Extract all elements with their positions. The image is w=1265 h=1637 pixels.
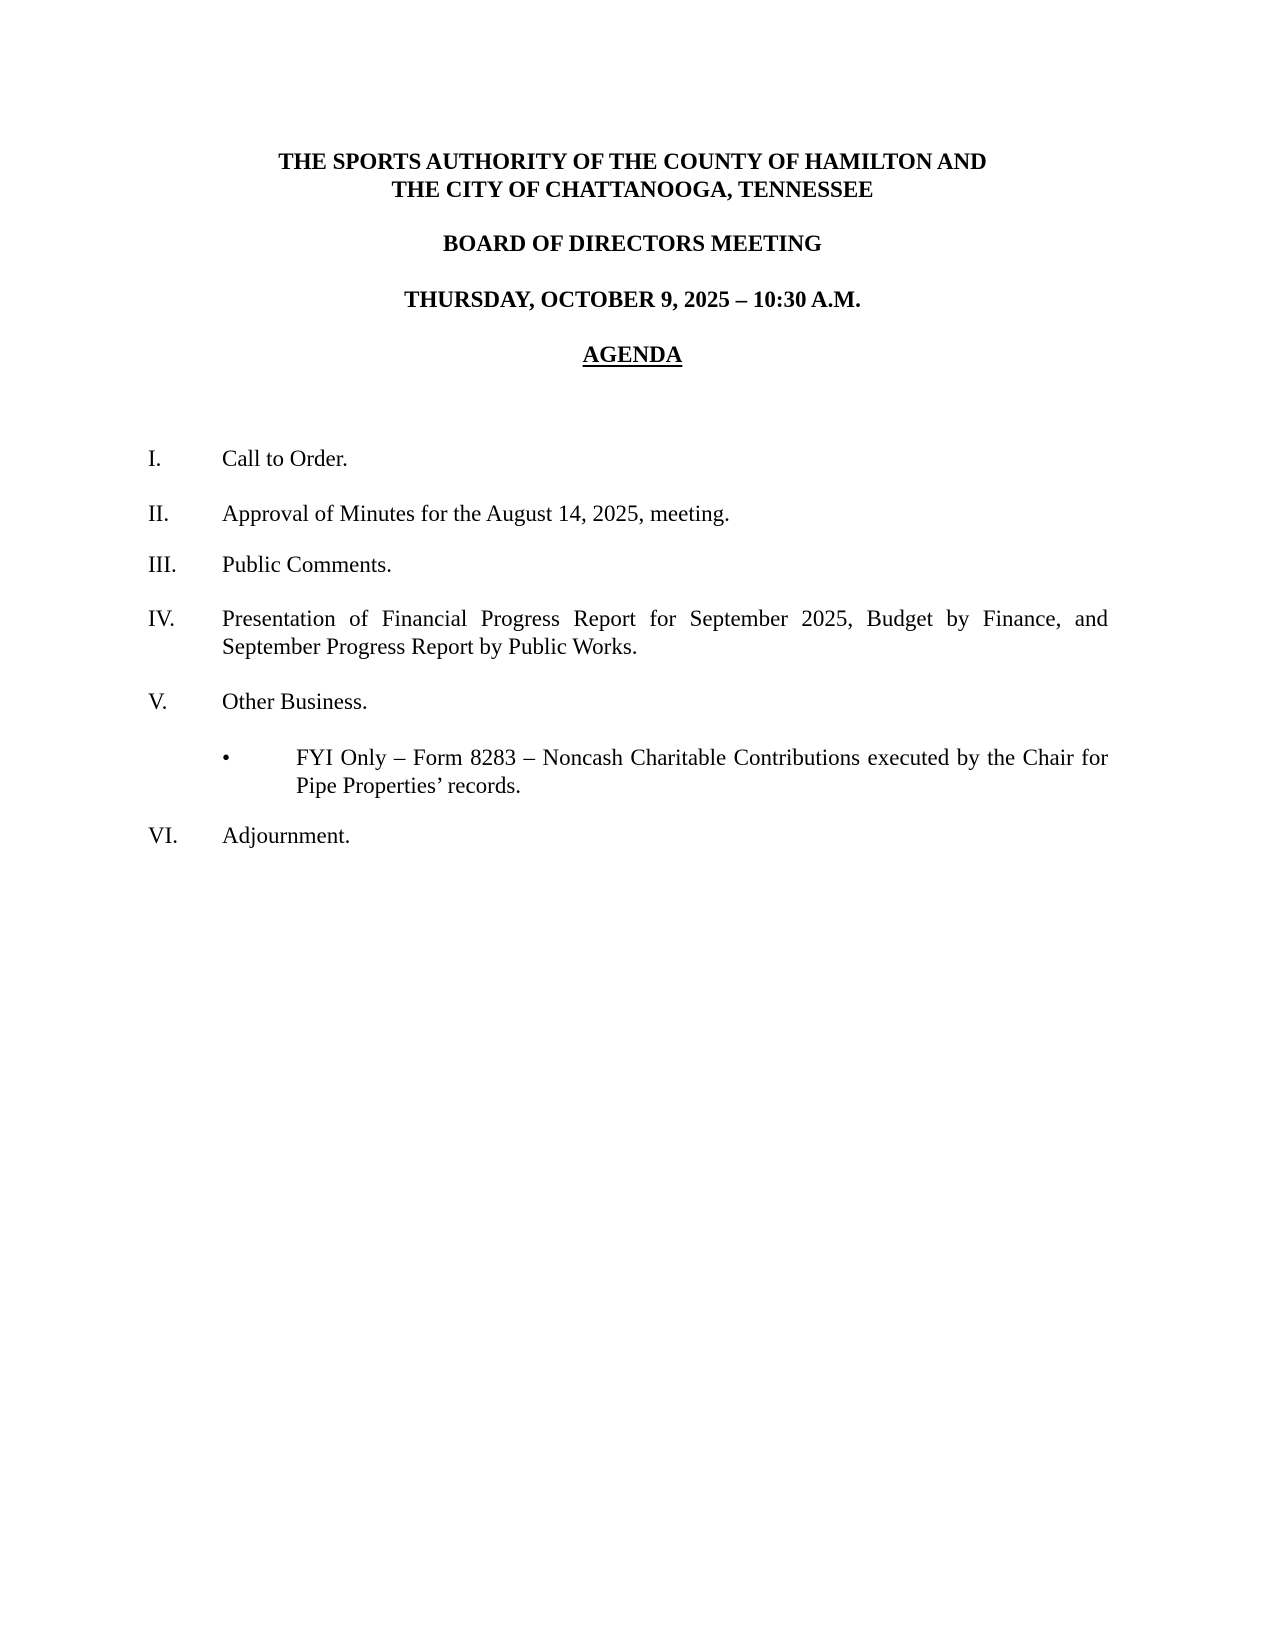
agenda-item-numeral: V.: [148, 689, 168, 714]
agenda-item-text: Presentation of Financial Progress Report for September 2025, Budget by Finance, and September Progress Report by Public Works.: [222, 606, 1108, 659]
agenda-item-text: Public Comments.: [222, 552, 392, 577]
agenda-item-text: Approval of Minutes for the August 14, 2025, meeting.: [222, 501, 730, 526]
agenda-item-numeral: III.: [148, 552, 177, 577]
bullet-icon: •: [222, 745, 231, 770]
agenda-item-text: Other Business.: [222, 689, 368, 714]
agenda-item-text: Call to Order.: [222, 446, 348, 471]
agenda-item-numeral: IV.: [148, 606, 176, 631]
agenda-heading: AGENDA: [582, 342, 683, 367]
agenda-item-numeral: VI.: [148, 823, 179, 848]
agenda-item-text: Adjournment.: [222, 823, 351, 848]
meeting-date-time: THURSDAY, OCTOBER 9, 2025 – 10:30 A.M.: [404, 287, 861, 312]
meeting-title: BOARD OF DIRECTORS MEETING: [443, 231, 822, 256]
bullet-item-text: FYI Only – Form 8283 – Noncash Charitable Contributions executed by the Chair for Pipe Properties’ records.: [296, 745, 1108, 798]
agenda-item-numeral: I.: [148, 446, 162, 471]
organization-name-line-1: THE SPORTS AUTHORITY OF THE COUNTY OF HAMILTON AND: [278, 149, 987, 174]
agenda-item-numeral: II.: [148, 501, 170, 526]
organization-name-line-2: THE CITY OF CHATTANOOGA, TENNESSEE: [391, 177, 874, 202]
